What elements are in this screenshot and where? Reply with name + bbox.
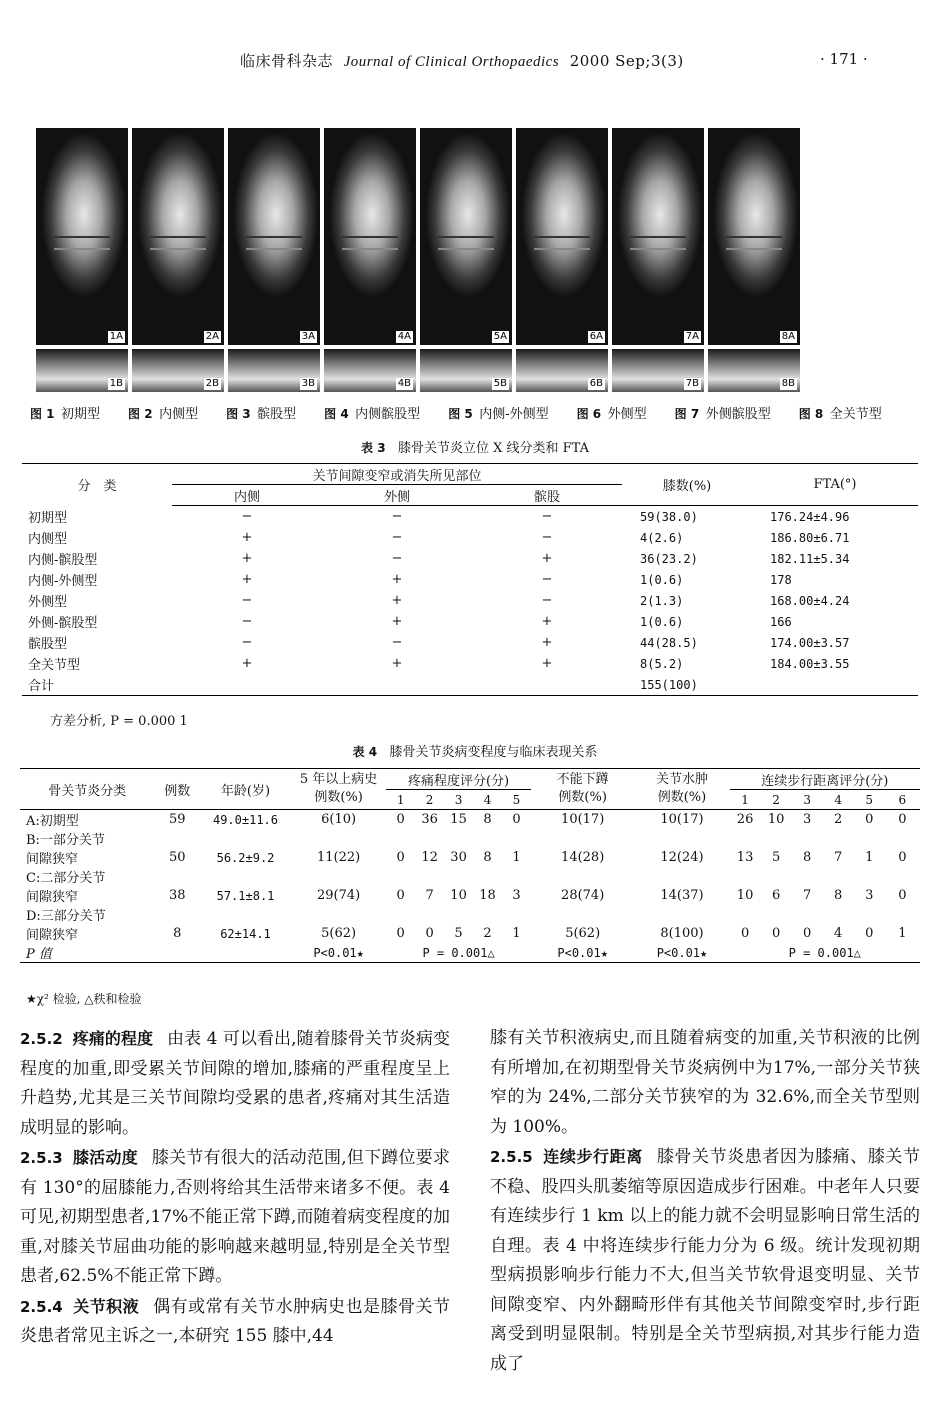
lateral-cell: − (391, 530, 403, 545)
row-class: 间隙狭窄 (26, 852, 79, 867)
row-category: 合计 (28, 679, 55, 694)
table3-caption: 表 3 膝骨关节炎立位 X 线分类和 FTA (361, 441, 589, 456)
p-swelling: P<0.01★ (656, 945, 708, 960)
history-cell: 11(22) (316, 850, 361, 865)
pain-score-header: 1 (386, 790, 415, 810)
patellar-cell: + (541, 614, 553, 629)
pain-score-cell: 5 (454, 926, 463, 941)
knee-count-cell: 2(1.3) (640, 593, 684, 608)
table3-header-knees: 膝数(%) (622, 464, 752, 506)
fta-cell: 184.00±3.55 (770, 656, 850, 671)
cases-cell: 50 (168, 850, 186, 865)
figure-caption: 图 6 外侧型 (576, 407, 647, 422)
walk-score-cell: 13 (736, 850, 754, 865)
age-cell: 56.2±9.2 (216, 850, 275, 865)
medial-cell: − (241, 635, 253, 650)
patellar-cell: − (541, 509, 553, 524)
fta-cell: 168.00±4.24 (770, 593, 850, 608)
age-cell: 49.0±11.6 (212, 812, 279, 827)
p-walk: P = 0.001△ (788, 945, 861, 960)
lateral-cell: + (391, 614, 403, 629)
medial-cell: − (241, 614, 253, 629)
swelling-cell: 8(100) (660, 926, 704, 941)
p-value-label: P 值 (26, 947, 52, 962)
table-row (20, 810, 920, 830)
patellar-cell: − (541, 593, 553, 608)
walk-score-cell: 2 (834, 812, 843, 827)
medial-cell: + (241, 551, 253, 566)
medial-cell (172, 674, 322, 696)
medial-cell: + (241, 530, 253, 545)
lateral-cell: + (391, 572, 403, 587)
figure-caption: 图 7 外侧髌股型 (674, 407, 771, 422)
walk-score-cell: 3 (803, 812, 812, 827)
knee-count-cell: 44(28.5) (640, 635, 698, 650)
fta-cell: 174.00±3.57 (770, 635, 850, 650)
table-row (22, 569, 918, 590)
pain-score-header: 3 (444, 790, 473, 810)
walk-score-cell: 10 (767, 812, 785, 827)
pain-score-cell: 7 (425, 888, 434, 903)
squat-cell: 10(17) (561, 812, 605, 827)
patellar-cell: + (541, 656, 553, 671)
walk-score-header: 4 (823, 790, 854, 810)
section-2-5-4: 2.5.4 关节积液 偶有或常有关节水肿病史也是膝骨关节炎患者常见主诉之一,本研究 155 膝中,44 (20, 1296, 450, 1346)
figure-caption: 图 5 内侧-外侧型 (448, 407, 549, 422)
knee-count-cell: 36(23.2) (640, 551, 698, 566)
medial-cell: + (241, 656, 253, 671)
walk-score-cell: 7 (834, 850, 843, 865)
panel-label: 6B (589, 378, 603, 389)
table-row (22, 674, 918, 696)
row-category: 全关节型 (28, 658, 81, 673)
row-category: 外侧-髌股型 (28, 616, 98, 631)
row-category: 髌股型 (28, 637, 68, 652)
swelling-cell: 14(37) (660, 888, 704, 903)
walk-score-cell: 0 (898, 850, 907, 865)
pain-score-cell: 2 (483, 926, 492, 941)
walk-score-header: 3 (792, 790, 823, 810)
patellar-cell (472, 674, 622, 696)
row-category: 内侧型 (28, 532, 68, 547)
fta-cell: 176.24±4.96 (770, 509, 850, 524)
xray-image-ap (708, 128, 800, 345)
section-2-5-3: 2.5.3 膝活动度 膝关节有很大的活动范围,但下蹲位要求有 130°的屈膝能力,否则将给其生活带来诸多不便。表 4 可见,初期型患者,17%不能正常下蹲,而随着病变程度的加重,对膝关节屈曲功能的影响越来越明显,特别是全关节型患者,62.5%不能正常下蹲。 (20, 1148, 450, 1286)
medial-cell: − (241, 593, 253, 608)
table-row (22, 548, 918, 569)
section-2-5-2: 2.5.2 疼痛的程度 由表 4 可以看出,随着膝骨关节炎病变程度的加重,即受累关节间隙的增加,膝痛的严重程度呈上升趋势,尤其是三关节间隙均受累的患者,疼痛对其生活造成明显的影响。 (20, 1029, 450, 1138)
figure-caption: 图 4 内侧髌股型 (324, 407, 421, 422)
row-class-label: B:一部分关节 (26, 833, 105, 848)
panel-label: 8B (781, 378, 795, 389)
walk-score-cell: 0 (898, 888, 907, 903)
walk-score-header: 2 (761, 790, 792, 810)
row-class-label: C:二部分关节 (26, 871, 106, 886)
table-row-label (20, 829, 920, 848)
pain-score-cell: 15 (450, 812, 467, 827)
walk-score-cell: 6 (771, 888, 781, 903)
body-column-left (20, 1024, 450, 1352)
table4-caption: 表 4 膝骨关节炎病变程度与临床表现关系 (352, 745, 598, 760)
table-row (20, 924, 920, 943)
xray-panel (516, 128, 608, 392)
walk-score-cell: 1 (898, 926, 907, 941)
medial-cell: + (241, 572, 253, 587)
running-header (0, 44, 950, 74)
empty-cell (154, 943, 291, 963)
knee-count-cell: 4(2.6) (640, 530, 684, 545)
lateral-cell: − (391, 509, 403, 524)
figure-caption: 图 2 内侧型 (128, 407, 199, 422)
table3-header-category: 分 类 (77, 479, 117, 495)
row-category: 内侧-外侧型 (28, 574, 98, 589)
pain-score-header: 5 (502, 790, 531, 810)
panel-label: 6A (589, 331, 603, 342)
panel-label: 5B (493, 378, 507, 389)
row-class: A:初期型 (26, 814, 79, 829)
table3-note: 方差分析, P = 0.000 1 (50, 714, 188, 729)
age-cell: 57.1±8.1 (216, 888, 275, 903)
xray-panel (420, 128, 512, 392)
lateral-cell: + (391, 593, 403, 608)
pain-score-cell: 0 (396, 850, 405, 865)
body-column-right (490, 1024, 920, 1379)
xray-panel (612, 128, 704, 392)
panel-label: 8A (781, 331, 795, 342)
pain-score-cell: 12 (421, 850, 438, 865)
table4-header-squat: 不能下蹲 例数(%) (531, 769, 634, 810)
table3-header-group: 关节间隙变窄或消失所见部位 (172, 464, 622, 485)
cases-cell: 59 (168, 812, 186, 827)
walk-score-header: 6 (885, 790, 920, 810)
xray-image-ap (228, 128, 320, 345)
pain-score-cell: 18 (479, 888, 496, 903)
figure-caption: 图 1 初期型 (30, 407, 101, 422)
pain-score-cell: 0 (396, 888, 405, 903)
table-row (22, 506, 918, 528)
xray-panel (708, 128, 800, 392)
walk-score-cell: 7 (803, 888, 812, 903)
section-2-5-4-continued: 膝有关节积液病史,而且随着病变的加重,关节积液的比例有所增加,在初期型骨关节炎病例中为17%,一部分关节狭窄的为 24%,二部分关节狭窄的为 32.6%,而全关节型则为 100%。 (490, 1028, 920, 1137)
fta-cell: 186.80±6.71 (770, 530, 850, 545)
walk-score-cell: 3 (865, 888, 874, 903)
p-history: P<0.01★ (313, 945, 364, 960)
swelling-cell: 10(17) (660, 812, 704, 827)
table4-header-age: 年龄(岁) (200, 769, 291, 810)
table-row (22, 590, 918, 611)
table4 (20, 768, 920, 963)
knee-count-cell: 1(0.6) (640, 572, 684, 587)
knee-count-cell: 155(100) (640, 677, 698, 692)
page-number: · 171 · (820, 50, 868, 68)
xray-image-ap (36, 128, 128, 345)
cases-cell: 8 (173, 926, 182, 941)
journal-title: 临床骨科杂志 Journal of Clinical Orthopaedics 2000 Sep;3(3) (240, 52, 684, 70)
history-cell: 29(74) (316, 888, 361, 903)
walk-score-cell: 8 (803, 850, 812, 865)
pain-score-cell: 0 (396, 812, 405, 827)
walk-score-header: 1 (730, 790, 761, 810)
table4-header-class: 骨关节炎分类 (20, 769, 154, 810)
pain-score-cell: 36 (421, 812, 438, 827)
table4-header-cases: 例数 (154, 769, 200, 810)
table-row-label (20, 867, 920, 886)
lateral-cell: + (391, 656, 403, 671)
patellar-cell: + (541, 551, 553, 566)
table3-header-lateral: 外侧 (322, 485, 472, 506)
row-category: 外侧型 (28, 595, 68, 610)
pain-score-cell: 30 (450, 850, 467, 865)
panel-label: 2B (205, 378, 219, 389)
swelling-cell: 12(24) (660, 850, 704, 865)
squat-cell: 5(62) (565, 926, 601, 941)
xray-image-ap (132, 128, 224, 345)
walk-score-cell: 26 (736, 812, 754, 827)
row-category: 初期型 (28, 510, 68, 526)
table3-header-medial: 内侧 (172, 485, 322, 506)
knee-count-cell: 59(38.0) (640, 509, 698, 524)
walk-score-cell: 10 (736, 888, 754, 903)
patellar-cell: − (541, 572, 553, 587)
table3-header-fta: FTA(°) (752, 464, 918, 506)
panel-label: 1B (109, 378, 123, 389)
walk-score-cell: 0 (865, 812, 874, 827)
table-row (22, 527, 918, 548)
walk-score-cell: 0 (771, 926, 781, 941)
panel-label: 3A (301, 331, 315, 342)
pain-score-cell: 10 (450, 888, 467, 903)
p-pain: P = 0.001△ (422, 945, 495, 960)
xray-panel (132, 128, 224, 392)
row-class: 间隙狭窄 (26, 928, 79, 943)
xray-figure-grid (36, 128, 804, 392)
walk-score-cell: 5 (771, 850, 781, 865)
p-squat: P<0.01★ (557, 945, 608, 960)
history-cell: 6(10) (321, 812, 357, 827)
fta-cell: 166 (770, 614, 792, 629)
xray-panel (324, 128, 416, 392)
lateral-cell (322, 674, 472, 696)
fta-cell: 178 (770, 572, 792, 587)
walk-score-cell: 0 (803, 926, 812, 941)
panel-label: 4A (397, 331, 411, 342)
knee-count-cell: 1(0.6) (640, 614, 684, 629)
xray-image-ap (612, 128, 704, 345)
lateral-cell: − (391, 551, 403, 566)
fta-cell: 182.11±5.34 (770, 551, 850, 566)
xray-image-ap (324, 128, 416, 345)
medial-cell: − (241, 509, 253, 524)
p-value-row (20, 943, 920, 963)
walk-score-cell: 8 (834, 888, 843, 903)
pain-score-header: 2 (415, 790, 444, 810)
fta-cell (752, 674, 918, 696)
pain-score-cell: 1 (512, 926, 521, 941)
table-row (20, 848, 920, 867)
table3-header-patellar: 髌股 (472, 485, 622, 506)
pain-score-cell: 8 (483, 850, 492, 865)
cases-cell: 38 (168, 888, 186, 903)
section-2-5-5: 2.5.5 连续步行距离 膝骨关节炎患者因为膝痛、膝关节不稳、股四头肌萎缩等原因造成步行困难。中老年人只要有连续步行 1 km 以上的能力就不会明显影响日常生活的自理。表 4 中将连续步行能力分为 6 级。统计发现初期型病损影响步行能力不大,但当关节软骨退变明显、关节间隙变窄、内外翻畸形伴有其他关节间隙变窄时,步行距离受到明显限制。特别是全关节型病损,对其步行能力造成了 (490, 1147, 920, 1374)
panel-label: 1A (109, 331, 123, 342)
walk-score-cell: 0 (740, 926, 750, 941)
walk-score-cell: 1 (865, 850, 874, 865)
row-category: 内侧-髌股型 (28, 553, 98, 568)
table-row (22, 653, 918, 674)
xray-image-ap (420, 128, 512, 345)
table4-header-swelling: 关节水肿 例数(%) (634, 769, 729, 810)
panel-label: 7A (685, 331, 699, 342)
age-cell: 62±14.1 (220, 926, 271, 941)
table4-header-pain: 疼痛程度评分(分) (386, 769, 531, 790)
figure-caption: 图 3 髌股型 (226, 407, 297, 422)
table-row (22, 632, 918, 653)
row-class-label: D:三部分关节 (26, 909, 106, 924)
patellar-cell: − (541, 530, 553, 545)
walk-score-cell: 4 (834, 926, 843, 941)
knee-count-cell: 8(5.2) (640, 656, 684, 671)
walk-score-cell: 0 (865, 926, 874, 941)
panel-label: 3B (301, 378, 315, 389)
panel-label: 5A (493, 331, 507, 342)
row-class: 间隙狭窄 (26, 890, 79, 905)
walk-score-header: 5 (854, 790, 885, 810)
table4-header-history: 5 年以上病史 例数(%) (291, 769, 386, 810)
table3 (22, 463, 918, 696)
pain-score-cell: 0 (425, 926, 434, 941)
squat-cell: 14(28) (561, 850, 605, 865)
pain-score-cell: 0 (396, 926, 405, 941)
squat-cell: 28(74) (561, 888, 605, 903)
xray-panel (36, 128, 128, 392)
table-row (20, 886, 920, 905)
pain-score-cell: 8 (483, 812, 492, 827)
figure-caption: 图 8 全关节型 (798, 407, 882, 422)
panel-label: 4B (397, 378, 411, 389)
table4-header-walk: 连续步行距离评分(分) (730, 769, 920, 790)
history-cell: 5(62) (321, 926, 357, 941)
pain-score-cell: 3 (512, 888, 521, 903)
xray-panel (228, 128, 320, 392)
walk-score-cell: 0 (898, 812, 907, 827)
table-row (22, 611, 918, 632)
panel-label: 2A (205, 331, 219, 342)
table4-note: ★χ² 检验, △秩和检验 (26, 992, 142, 1006)
pain-score-cell: 0 (512, 812, 521, 827)
lateral-cell: − (391, 635, 403, 650)
pain-score-header: 4 (473, 790, 502, 810)
figure-captions (30, 403, 930, 425)
xray-image-ap (516, 128, 608, 345)
panel-label: 7B (685, 378, 699, 389)
table-row-label (20, 905, 920, 924)
pain-score-cell: 1 (512, 850, 521, 865)
patellar-cell: + (541, 635, 553, 650)
